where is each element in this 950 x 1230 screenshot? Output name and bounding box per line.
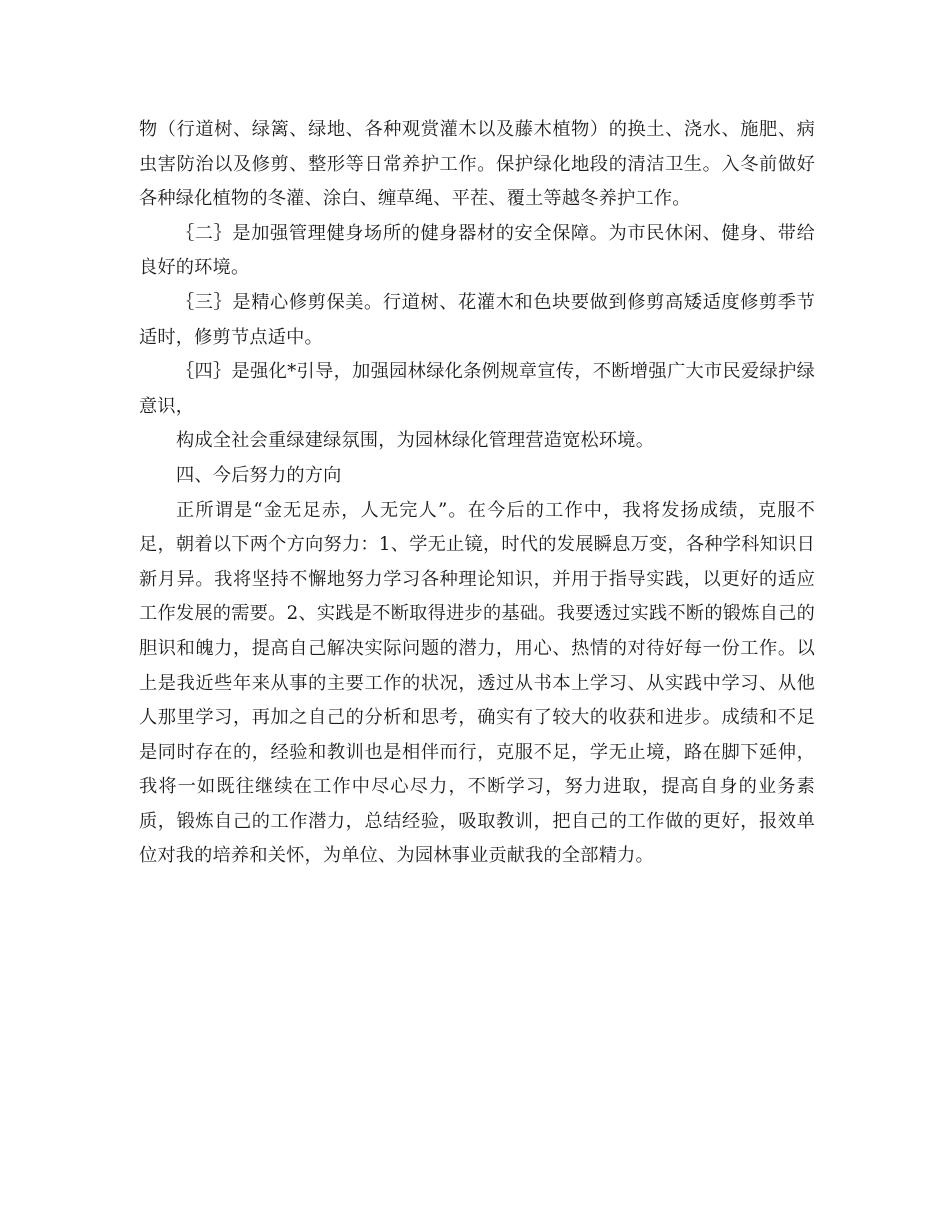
paragraph-1: 物（行道树、绿篱、绿地、各种观赏灌木以及藤木植物）的换土、浇水、施肥、病虫害防治以及修剪、整形等日常养护工作。保护绿化地段的清洁卫生。入冬前做好各种绿化植物的冬灌、涂白、缠草绳、平茬、覆土等越冬养护工作。 bbox=[139, 119, 815, 210]
paragraph-5: 构成全社会重绿建绿氛围，为园林绿化管理营造宽松环境。 bbox=[176, 430, 655, 452]
paragraph-4: ｛四｝是强化*引导，加强园林绿化条例规章宣传，不断增强广大市民爱绿护绿意识， bbox=[139, 361, 815, 417]
paragraph-7: 正所谓是“金无足赤，人无完人”。在今后的工作中，我将发扬成绩，克服不足，朝着以下两个方向努力：1、学无止镜，时代的发展瞬息万变，各种学科知识日新月异。我将坚持不懈地努力学习各种理论知识，并用于指导实践，以更好的适应工作发展的需要。2、实践是不断取得进步的基础。我要透过实践不断的锻炼自己的胆识和魄力，提高自己解决实际问题的潜力，用心、热情的对待好每一份工作。以上是我近些年来从事的主要工作的状况，透过从书本上学习、从实践中学习、从他人那里学习，再加之自己的分析和思考，确实有了较大的收获和进步。成绩和不足是同时存在的，经验和教训也是相伴而行，克服不足，学无止境，路在脚下延伸，我将一如既往继续在工作中尽心尽力，不断学习，努力进取，提高自身的业务素质，锻炼自己的工作潜力，总结经验，吸取教训，把自己的工作做的更好，报效单位对我的培养和关怀，为单位、为园林事业贡献我的全部精力。 bbox=[139, 499, 815, 867]
section-heading: 四、今后努力的方向 bbox=[176, 464, 342, 486]
document-body bbox=[139, 113, 815, 874]
paragraph-3: ｛三｝是精心修剪保美。行道树、花灌木和色块要做到修剪高矮适度修剪季节适时，修剪节点适中。 bbox=[139, 291, 815, 348]
paragraph-2: ｛二｝是加强管理健身场所的健身器材的安全保障。为市民休闲、健身、带给良好的环境。 bbox=[139, 222, 815, 279]
